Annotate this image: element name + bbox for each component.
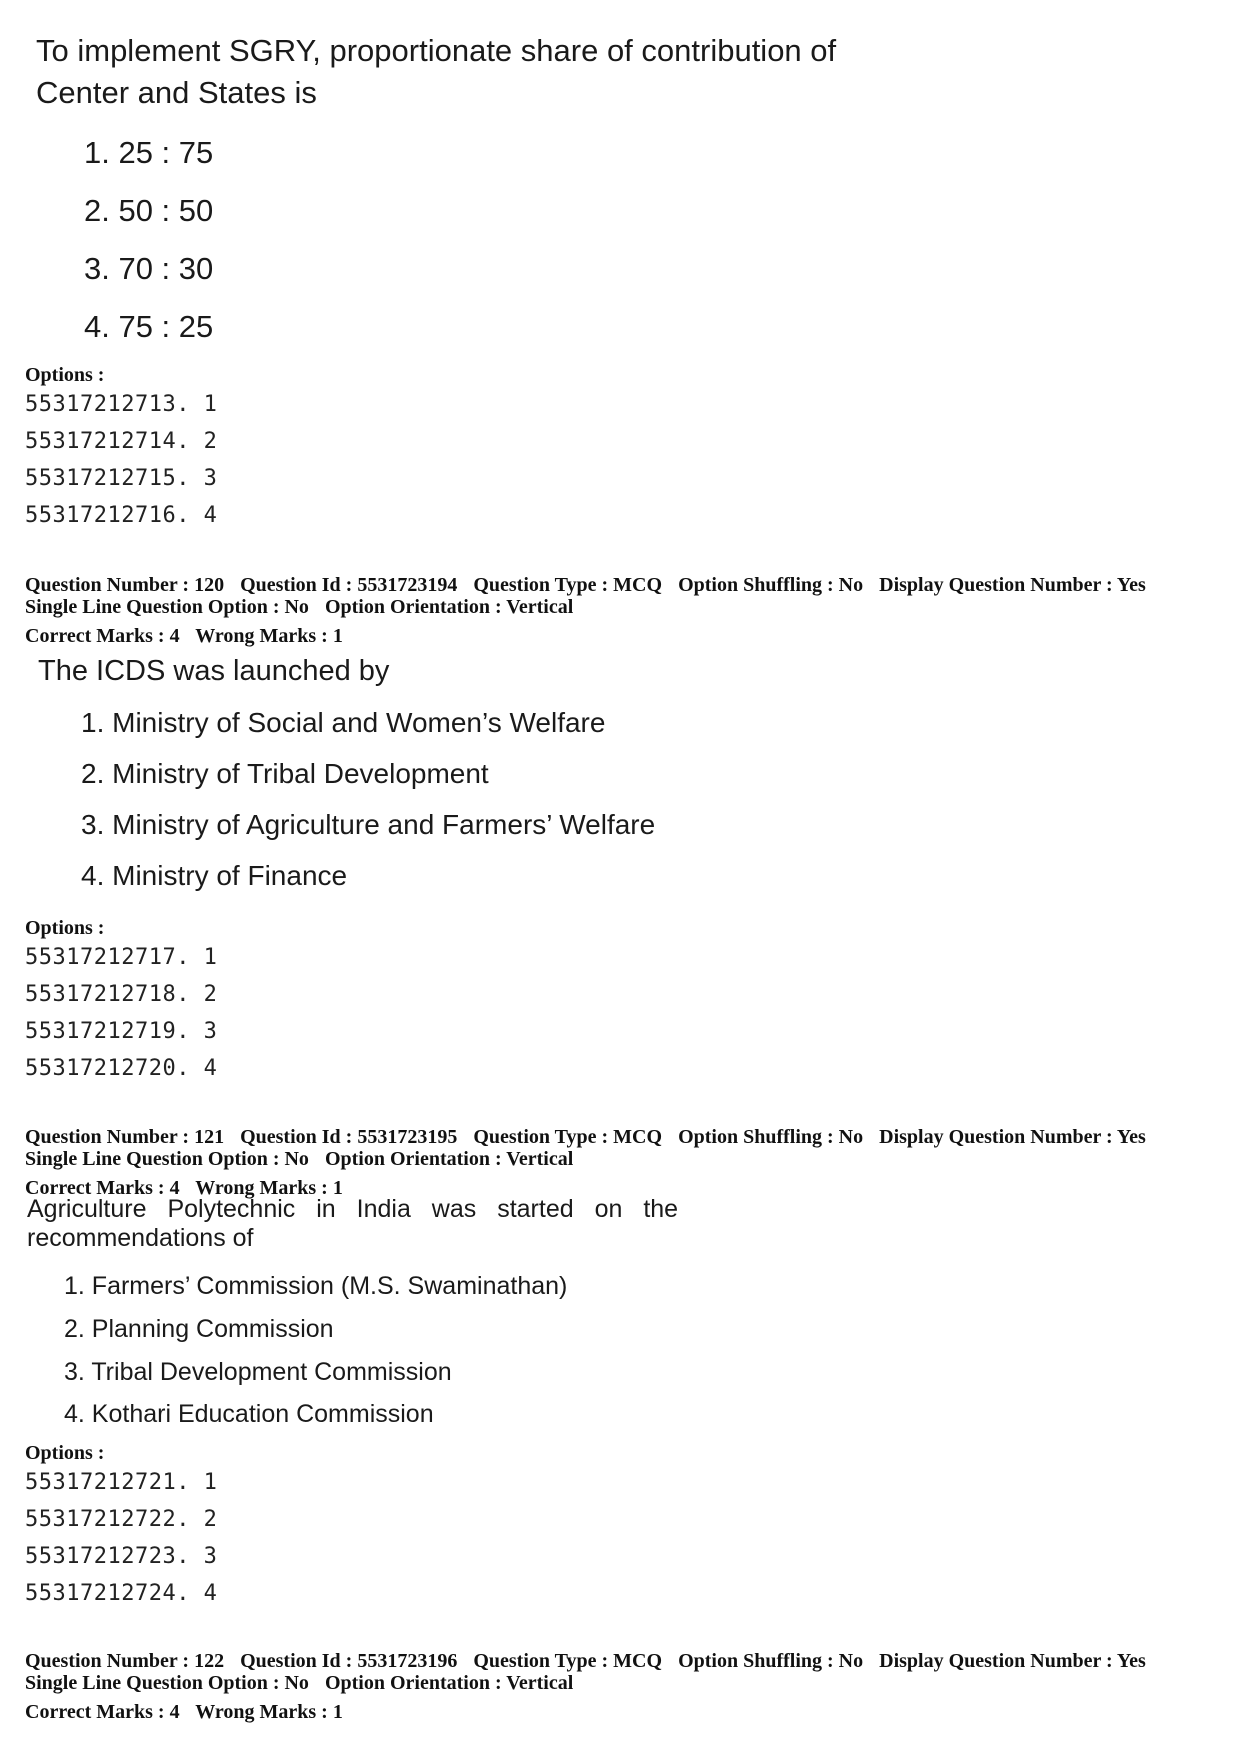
question-120-choice: 4. Ministry of Finance <box>81 860 348 891</box>
question-121-choice: 3. Tribal Development Commission <box>64 1358 452 1386</box>
question-number: Question Number : 121 <box>25 1126 225 1148</box>
question-122-marks-line <box>25 1701 354 1723</box>
question-120-choice: 2. Ministry of Tribal Development <box>81 758 489 789</box>
options-label: Options : <box>25 1442 105 1464</box>
display-question-number: Display Question Number : Yes <box>879 1126 1146 1148</box>
question-121-choice: 4. Kothari Education Commission <box>64 1400 434 1428</box>
question-122-meta-line <box>25 1650 1157 1672</box>
question-type: Question Type : MCQ <box>473 1650 663 1672</box>
question-119-text-line: Center and States is <box>36 75 317 110</box>
question-120-text-line: The ICDS was launched by <box>38 655 390 687</box>
question-119-image <box>36 30 936 350</box>
question-number: Question Number : 122 <box>25 1650 225 1672</box>
options-label: Options : <box>25 917 105 939</box>
option-id: 55317212715. 3 <box>25 466 218 491</box>
question-121-image <box>27 1195 927 1435</box>
option-id: 55317212716. 4 <box>25 503 218 528</box>
question-121-text-line: recommendations of <box>27 1224 254 1252</box>
question-type: Question Type : MCQ <box>473 574 663 596</box>
option-orientation: Option Orientation : Vertical <box>324 1148 574 1170</box>
single-line-option: Single Line Question Option : No <box>25 1148 309 1170</box>
question-120-choice: 3. Ministry of Agriculture and Farmers’ Welfare <box>81 809 656 840</box>
option-id: 55317212719. 3 <box>25 1019 218 1044</box>
question-type: Question Type : MCQ <box>473 1126 663 1148</box>
wrong-marks: Wrong Marks : 1 <box>195 625 343 647</box>
correct-marks: Correct Marks : 4 <box>25 625 180 647</box>
option-id: 55317212721. 1 <box>25 1470 218 1495</box>
question-120-meta-line <box>25 574 1157 596</box>
question-121-choice: 2. Planning Commission <box>64 1315 334 1343</box>
question-121-text-line: Agriculture Polytechnic in India was started on the <box>27 1195 679 1223</box>
option-id: 55317212720. 4 <box>25 1056 218 1081</box>
option-orientation: Option Orientation : Vertical <box>324 1672 574 1694</box>
question-121-choice: 1. Farmers’ Commission (M.S. Swaminathan) <box>64 1272 568 1300</box>
option-shuffling: Option Shuffling : No <box>678 1126 864 1148</box>
option-id: 55317212722. 2 <box>25 1507 218 1532</box>
question-120-marks-line <box>25 625 354 647</box>
option-id: 55317212724. 4 <box>25 1581 218 1606</box>
question-120-choice: 1. Ministry of Social and Women’s Welfare <box>81 707 606 738</box>
question-119-choice: 2. 50 : 50 <box>84 193 214 228</box>
option-orientation: Option Orientation : Vertical <box>324 596 574 618</box>
option-id: 55317212714. 2 <box>25 429 218 454</box>
correct-marks: Correct Marks : 4 <box>25 1701 180 1723</box>
question-id: Question Id : 5531723196 <box>240 1650 458 1672</box>
option-id: 55317212718. 2 <box>25 982 218 1007</box>
option-id: 55317212717. 1 <box>25 945 218 970</box>
question-119-text-line: To implement SGRY, proportionate share of contribution of <box>36 33 837 68</box>
wrong-marks: Wrong Marks : 1 <box>195 1701 343 1723</box>
wrong-marks: Wrong Marks : 1 <box>195 1177 343 1199</box>
question-id: Question Id : 5531723194 <box>240 574 458 596</box>
question-id: Question Id : 5531723195 <box>240 1126 458 1148</box>
display-question-number: Display Question Number : Yes <box>879 1650 1146 1672</box>
question-120-image <box>38 650 938 900</box>
question-121-meta-line <box>25 1148 584 1170</box>
single-line-option: Single Line Question Option : No <box>25 1672 309 1694</box>
option-shuffling: Option Shuffling : No <box>678 574 864 596</box>
question-120-meta-line <box>25 596 584 618</box>
question-122-meta-line <box>25 1672 584 1694</box>
option-shuffling: Option Shuffling : No <box>678 1650 864 1672</box>
correct-marks: Correct Marks : 4 <box>25 1177 180 1199</box>
question-number: Question Number : 120 <box>25 574 225 596</box>
question-119-choice: 3. 70 : 30 <box>84 251 214 286</box>
display-question-number: Display Question Number : Yes <box>879 574 1146 596</box>
option-id: 55317212713. 1 <box>25 392 218 417</box>
option-id: 55317212723. 3 <box>25 1544 218 1569</box>
options-label: Options : <box>25 364 105 386</box>
single-line-option: Single Line Question Option : No <box>25 596 309 618</box>
question-119-choice: 1. 25 : 75 <box>84 135 214 170</box>
question-119-choice: 4. 75 : 25 <box>84 309 214 344</box>
question-121-meta-line <box>25 1126 1157 1148</box>
